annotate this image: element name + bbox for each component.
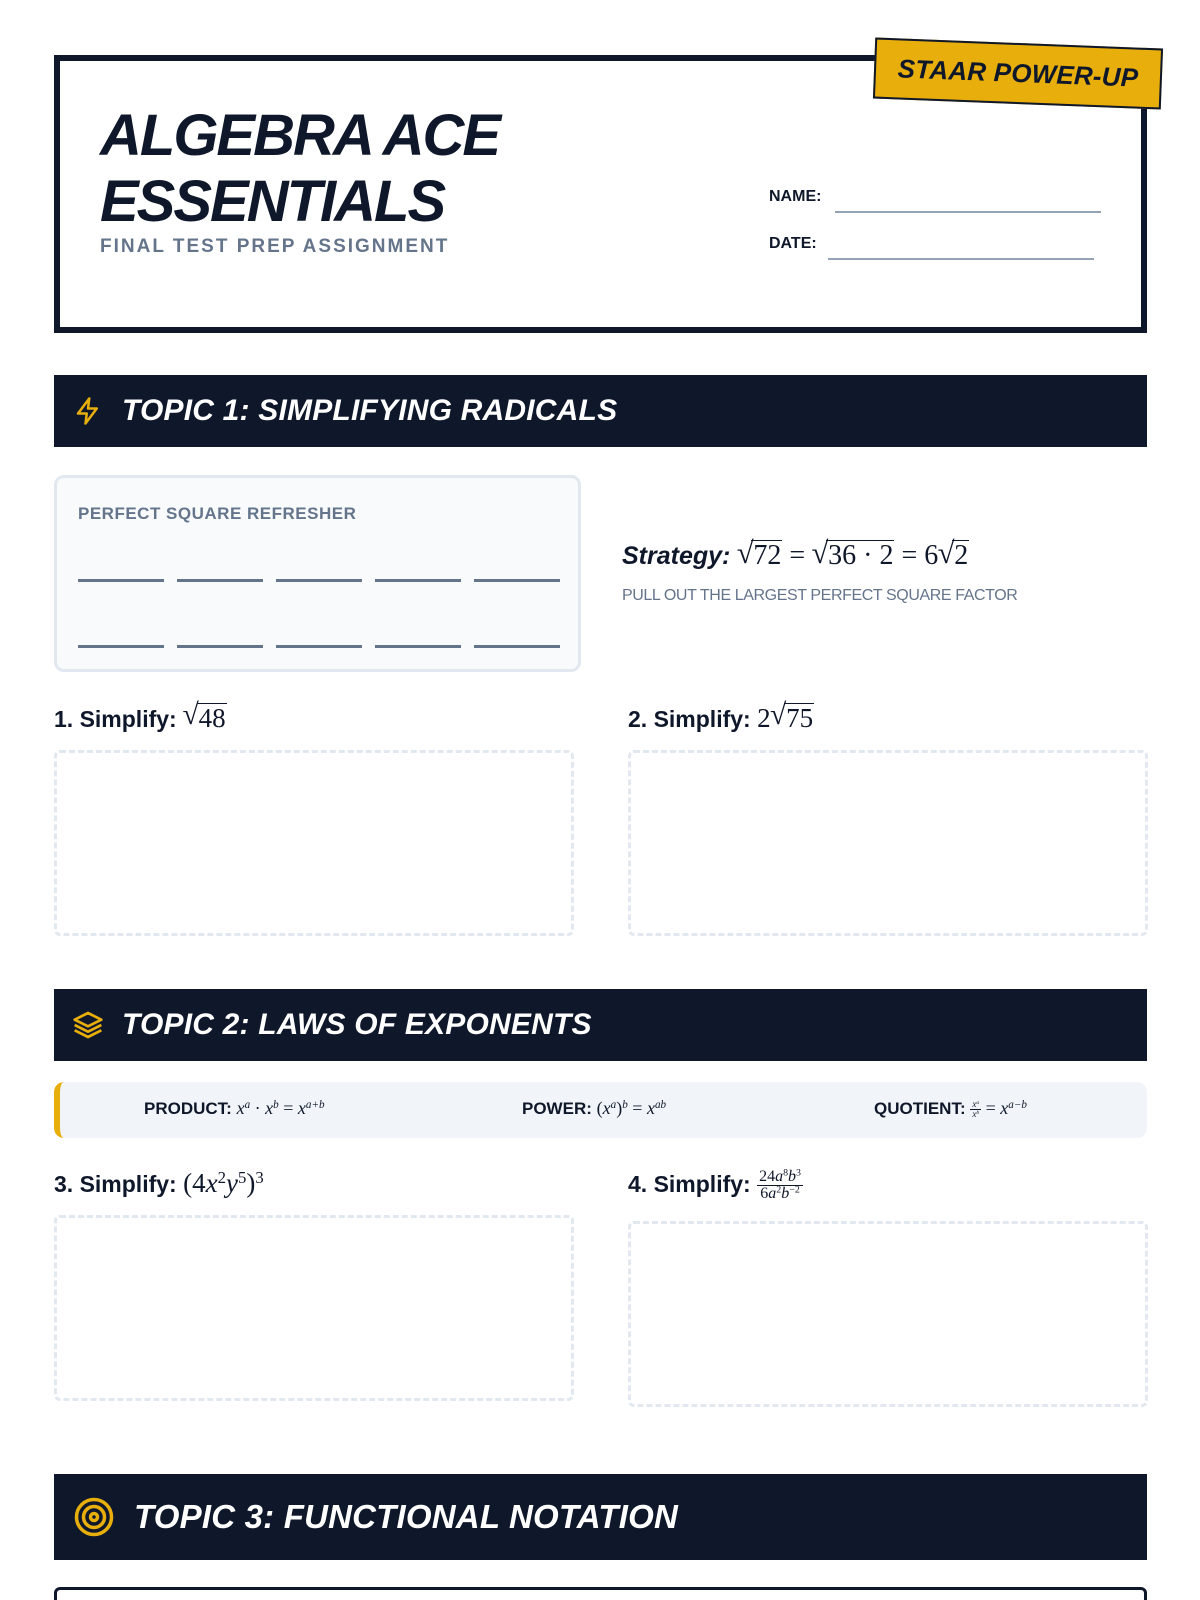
refresher-blank[interactable] bbox=[276, 645, 362, 648]
problem-1-label bbox=[54, 703, 227, 734]
refresher-blank[interactable] bbox=[375, 645, 461, 648]
lightning-icon bbox=[70, 393, 106, 429]
strategy-label: Strategy: bbox=[622, 542, 731, 570]
title-line-2: ESSENTIALS bbox=[100, 169, 445, 234]
problem-2-label bbox=[628, 703, 814, 734]
quotient-rule: QUOTIENT: $\frac{x^a}{x^b}$ = $x^{a-b}$ bbox=[874, 1098, 1027, 1120]
problem-3-workspace[interactable] bbox=[54, 1215, 574, 1401]
topic2-header bbox=[54, 989, 1147, 1061]
problem-3-text: 3. Simplify: bbox=[54, 1171, 177, 1197]
problem-2-workspace[interactable] bbox=[628, 750, 1148, 936]
refresher-blank[interactable] bbox=[375, 579, 461, 582]
topic3-title: TOPIC 3: FUNCTIONAL NOTATION bbox=[134, 1498, 678, 1535]
refresher-blank[interactable] bbox=[177, 645, 263, 648]
refresher-blank[interactable] bbox=[78, 579, 164, 582]
name-label: NAME: bbox=[769, 188, 822, 205]
problem-4-expr: $\frac{24a^8b^3}{6a^2b^{-2}}$ bbox=[759, 1167, 801, 1203]
product-rule: PRODUCT: $x^a \cdot x^b = x^{a+b}$ bbox=[144, 1098, 325, 1118]
target-icon bbox=[70, 1493, 118, 1541]
refresher-blank[interactable] bbox=[78, 645, 164, 648]
problem-3-label bbox=[54, 1168, 264, 1199]
refresher-blank[interactable] bbox=[474, 579, 560, 582]
topic3-header bbox=[54, 1474, 1147, 1560]
problem-4-workspace[interactable] bbox=[628, 1221, 1148, 1407]
problem-1-workspace[interactable] bbox=[54, 750, 574, 936]
title-line-1: ALGEBRA ACE bbox=[100, 103, 500, 168]
problem-4-text: 4. Simplify: bbox=[628, 1171, 751, 1197]
topic1-title: TOPIC 1: SIMPLIFYING RADICALS bbox=[122, 394, 618, 427]
problem-3-expr: $(4x^2y^5)^3$ bbox=[183, 1167, 264, 1198]
power-rule: POWER: $(x^a)^b = x^{ab}$ bbox=[522, 1098, 667, 1118]
page-title bbox=[100, 103, 620, 235]
problem-4-label bbox=[628, 1168, 803, 1203]
layers-icon bbox=[70, 1007, 106, 1043]
refresher-blank[interactable] bbox=[474, 645, 560, 648]
refresher-blank[interactable] bbox=[177, 579, 263, 582]
strategy-line bbox=[622, 540, 969, 572]
refresher-blank[interactable] bbox=[276, 579, 362, 582]
refresher-title: PERFECT SQUARE REFRESHER bbox=[78, 504, 357, 523]
date-label: DATE: bbox=[769, 235, 817, 252]
problem-2-text: 2. Simplify: bbox=[628, 706, 751, 732]
topic1-header bbox=[54, 375, 1147, 447]
staar-badge: STAAR POWER-UP bbox=[873, 37, 1163, 109]
date-field[interactable] bbox=[828, 258, 1094, 260]
strategy-note: PULL OUT THE LARGEST PERFECT SQUARE FACTOR bbox=[622, 587, 1018, 604]
name-field[interactable] bbox=[835, 211, 1101, 213]
perfect-square-refresher bbox=[54, 475, 581, 672]
problem-1-expr: √ 48 bbox=[183, 703, 227, 733]
problem-2-expr: 2√ 75 bbox=[757, 703, 814, 733]
page-subtitle: FINAL TEST PREP ASSIGNMENT bbox=[100, 236, 450, 257]
exponent-rules bbox=[54, 1082, 1147, 1138]
problem-1-text: 1. Simplify: bbox=[54, 706, 177, 732]
topic3-content-card bbox=[54, 1587, 1147, 1600]
strategy-math: √ 72 = √ 36 · 2 = 6√ 2 bbox=[737, 540, 969, 571]
topic2-title: TOPIC 2: LAWS OF EXPONENTS bbox=[122, 1008, 592, 1041]
